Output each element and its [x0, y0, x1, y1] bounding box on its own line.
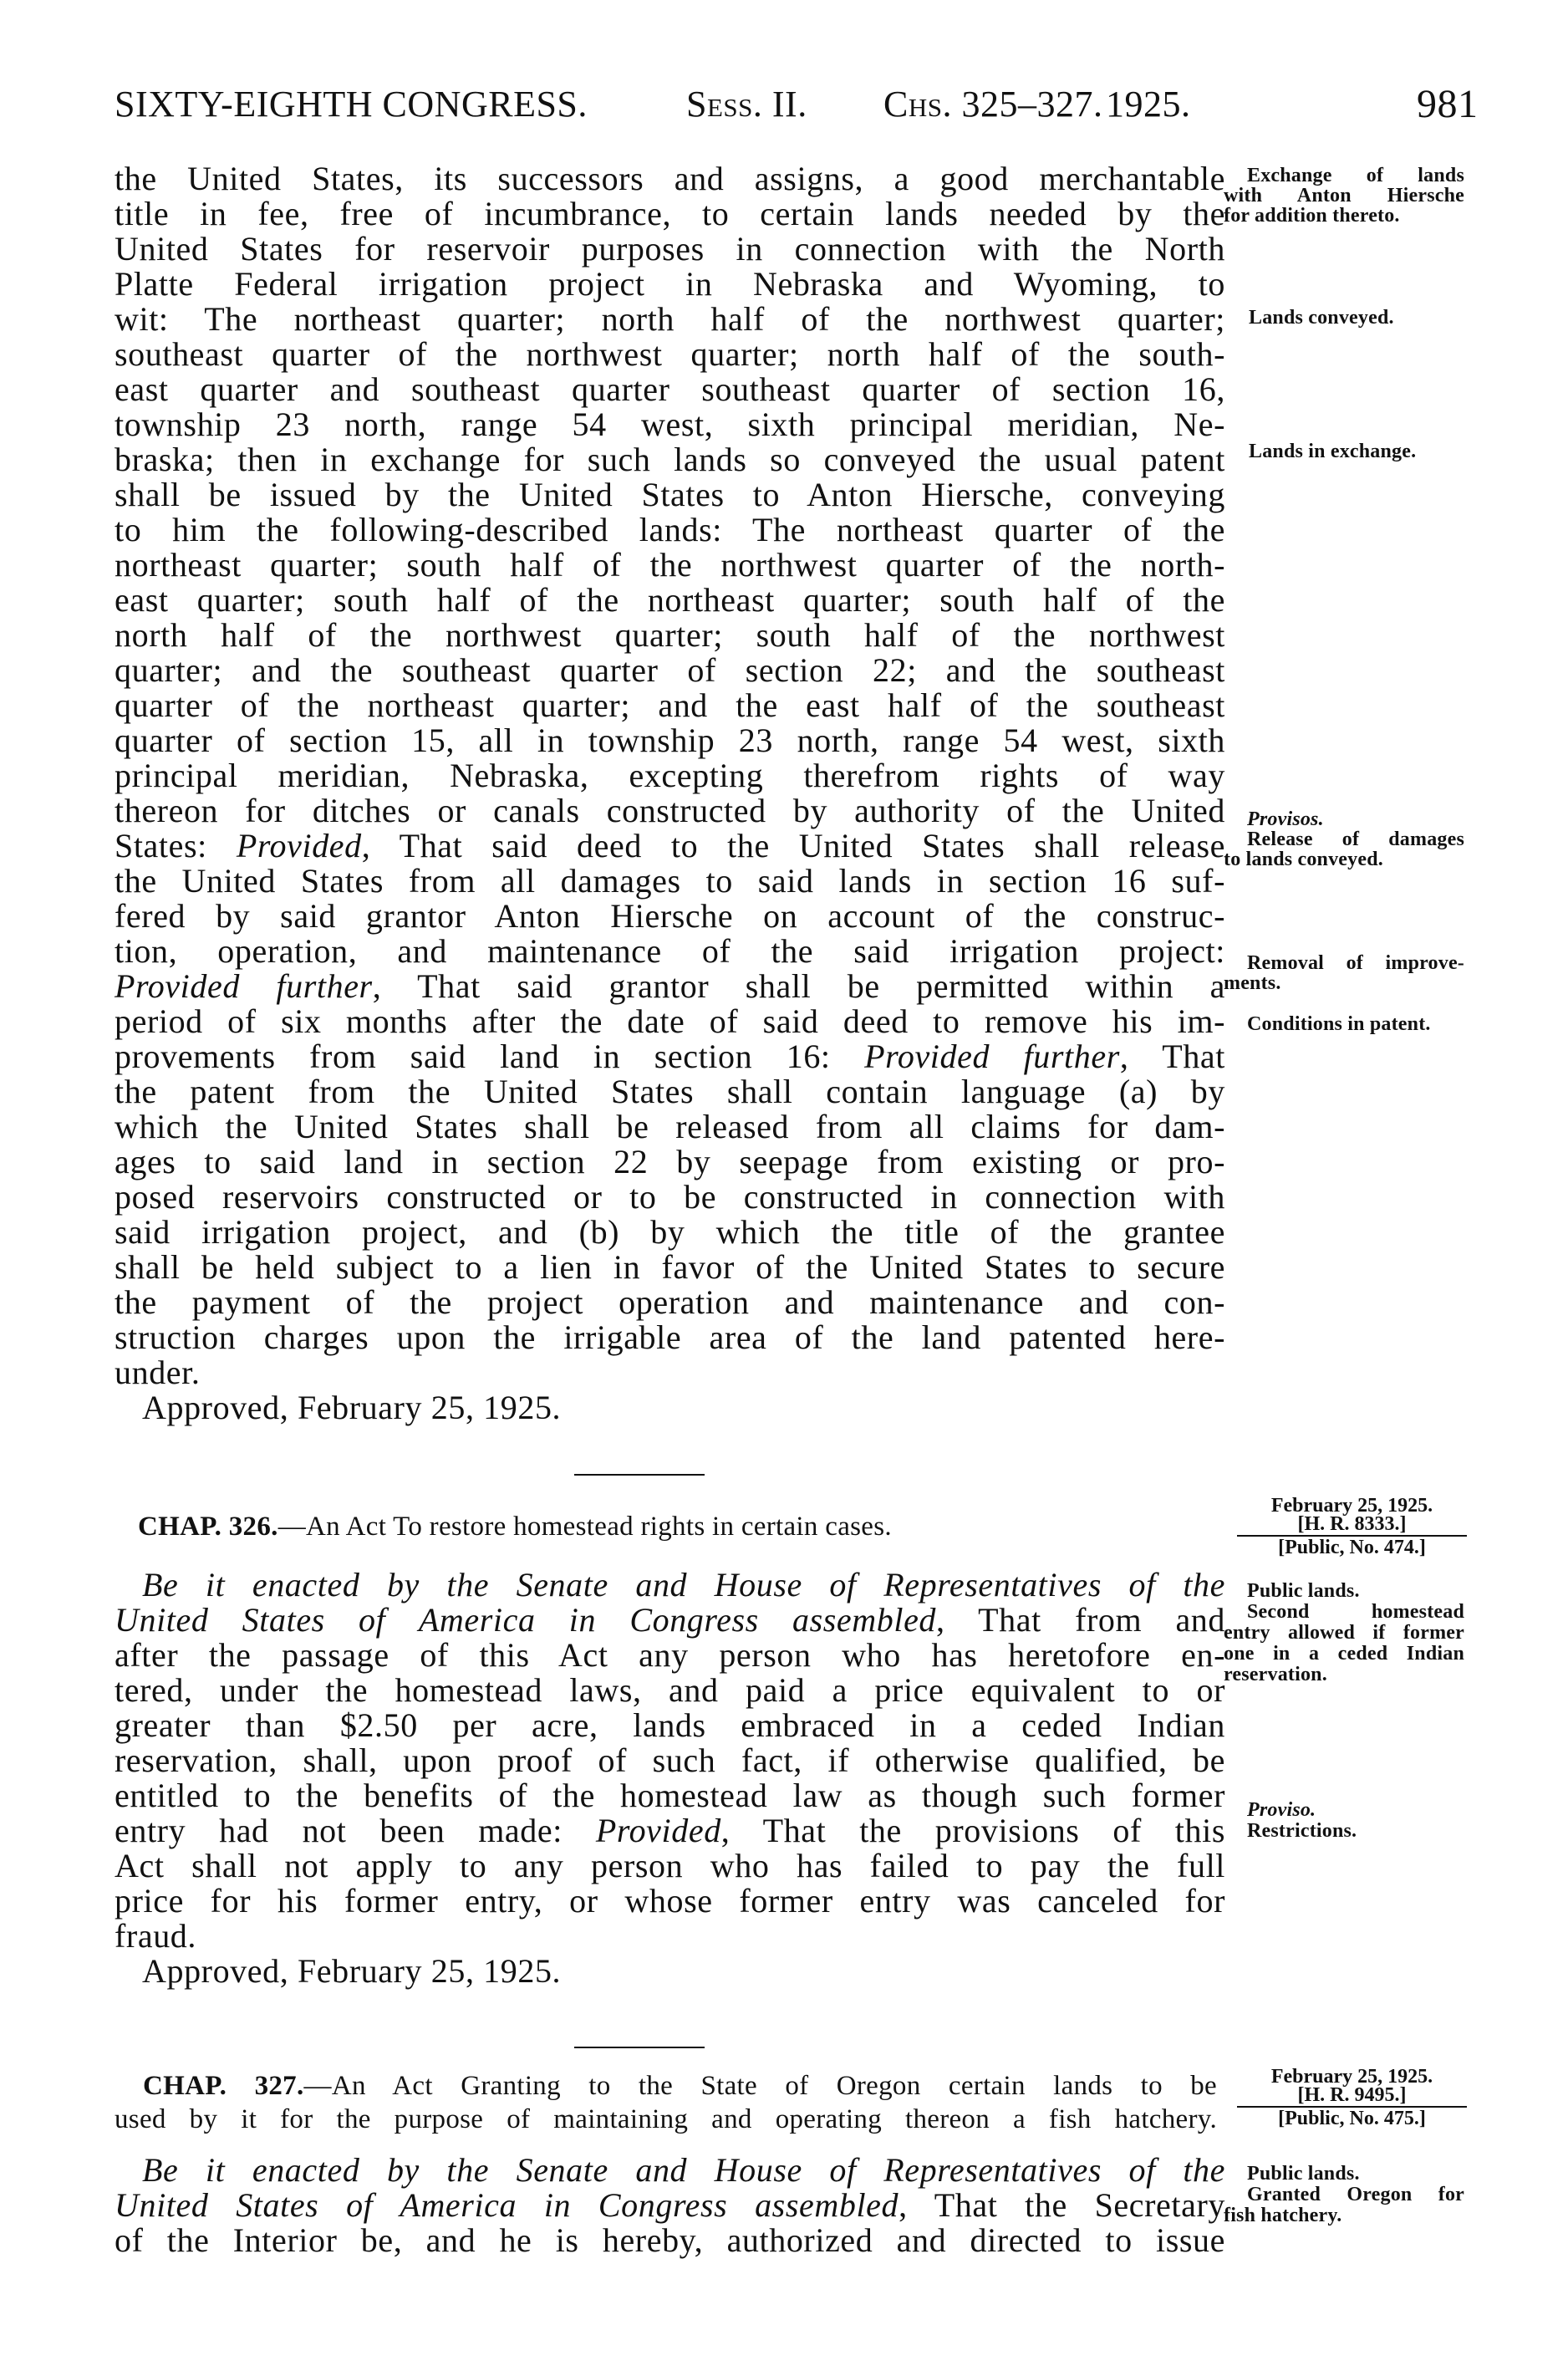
chapter-title-line: [138, 1510, 1087, 1543]
text-line: [115, 864, 1225, 899]
text-run: entry had not been made:: [115, 1812, 596, 1849]
text-run: fish hatchery.: [1224, 2204, 1342, 2226]
text-line: [115, 1673, 1225, 1708]
header-congress: SIXTY-EIGHTH CONGRESS.: [115, 84, 588, 125]
text-run: ages to said land in section 22 by seepage from existing or pro-: [115, 1143, 1225, 1180]
text-run: reservation.: [1224, 1663, 1327, 1685]
margin-note-line: [1224, 206, 1464, 226]
text-run: greater than $2.50 per acre, lands embraced in a ceded Indian: [115, 1706, 1225, 1744]
text-run: of the Interior be, and he is hereby, authorized and directed to issue: [115, 2221, 1225, 2259]
text-run: east quarter and southeast quarter southeast quarter of section 16,: [115, 370, 1225, 408]
text-run: Exchange of lands: [1247, 165, 1464, 186]
text-run: under.: [115, 1354, 201, 1391]
text-run: Conditions in patent.: [1247, 1013, 1431, 1035]
margin-note-line: [1224, 1665, 1464, 1685]
text-line: [115, 829, 1225, 864]
text-run: Restrictions.: [1247, 1819, 1357, 1842]
chapter-327-public-law: [Public, No. 475.]: [1278, 2108, 1426, 2129]
text-run: quarter of the northeast quarter; and the east half of the southeast: [115, 686, 1225, 724]
text-run: United States for reservoir purposes in connection with the North: [115, 230, 1225, 268]
text-run: northeast quarter; south half of the northwest quarter of the north-: [115, 546, 1225, 584]
text-line: [115, 1355, 1225, 1390]
text-run: States:: [115, 827, 237, 864]
text-run: , That the provisions of this: [720, 1812, 1225, 1849]
text-run: township 23 north, range 54 west, sixth principal meridian, Ne-: [115, 405, 1225, 443]
text-run: Public lands.: [1247, 2162, 1360, 2185]
text-run: price for his former entry, or whose former entry was canceled for: [115, 1882, 1225, 1920]
text-line: [115, 407, 1225, 442]
text-line: [115, 934, 1225, 969]
text-run: to him the following-described lands: The northeast quarter of the: [115, 511, 1225, 548]
text-run: entry allowed if former: [1224, 1621, 1464, 1644]
margin-note-line: [1247, 953, 1464, 973]
italic-text-run: Provided further: [115, 967, 373, 1005]
text-line: [115, 196, 1225, 232]
text-run: said irrigation project, and (b) by which the title of the grantee: [115, 1213, 1225, 1251]
text-run: north half of the northwest quarter; south half of the northwest: [115, 616, 1225, 654]
bold-text-run: CHAP. 326.: [138, 1512, 278, 1542]
section-divider: [574, 1474, 705, 1476]
text-run: which the United States shall be released from all claims for dam-: [115, 1108, 1225, 1145]
text-run: fered by said grantor Anton Hiersche on account of the construc-: [115, 897, 1225, 935]
text-line: [115, 442, 1225, 477]
italic-text-run: Be it enacted by the Senate and House of Representatives of the: [142, 2151, 1225, 2189]
bold-text-run: CHAP. 327.: [143, 2071, 304, 2101]
text-line: [115, 1109, 1225, 1145]
chapter-327-date: February 25, 1925.: [1270, 2066, 1433, 2088]
chapter-326-date: February 25, 1925.: [1270, 1495, 1433, 1517]
text-run: thereon for ditches or canals constructed by authority of the United: [115, 792, 1225, 829]
text-line: [115, 618, 1225, 653]
text-run: Granted Oregon for: [1247, 2183, 1464, 2205]
text-line: [115, 1285, 1225, 1320]
margin-note-line: [1247, 1602, 1464, 1623]
text-line: [115, 372, 1225, 407]
margin-note-line: [1224, 1623, 1464, 1644]
text-run: Act shall not apply to any person who has failed to pay the full: [115, 1847, 1225, 1884]
margin-note-line: [1247, 2164, 1464, 2185]
text-run: , That said grantor shall be permitted within a: [372, 967, 1225, 1005]
text-line: [115, 969, 1225, 1004]
text-run: posed reservoirs constructed or to be constructed in connection with: [115, 1178, 1225, 1216]
text-line: [115, 512, 1225, 548]
text-line: [115, 1884, 1225, 1919]
margin-note-line: [1247, 1821, 1464, 1842]
text-run: , That from and: [936, 1601, 1225, 1639]
italic-text-run: Be it enacted by the Senate and House of Representatives of the: [142, 1566, 1225, 1604]
text-run: shall be issued by the United States to Anton Hiersche, conveying: [115, 476, 1225, 513]
text-line: [115, 337, 1225, 372]
italic-text-run: United States of America in Congress assembled: [115, 1601, 937, 1639]
text-run: with Anton Hiersche: [1224, 185, 1464, 206]
margin-note-line: [1247, 1581, 1464, 1602]
section-divider: [574, 2047, 705, 2048]
chapter-327-bill: [H. R. 9495.]: [1297, 2084, 1407, 2106]
text-run: shall be held subject to a lien in favor of the United States to secure: [115, 1248, 1225, 1286]
text-line: [115, 302, 1225, 337]
text-run: title in fee, free of incumbrance, to certain lands needed by the: [115, 195, 1225, 232]
text-line: [115, 899, 1225, 934]
text-line: [115, 793, 1225, 829]
margin-note-line: [1247, 1800, 1464, 1821]
text-run: Second homestead: [1247, 1600, 1464, 1623]
text-run: the payment of the project operation and maintenance and con-: [115, 1283, 1225, 1321]
text-run: fraud.: [115, 1917, 196, 1955]
text-line: [115, 723, 1225, 758]
text-line: [115, 1603, 1225, 1638]
text-run: period of six months after the date of said deed to remove his im-: [115, 1002, 1225, 1040]
text-line: [115, 688, 1225, 723]
header-chapters: Chs. 325–327.: [883, 84, 1103, 125]
text-run: one in a ceded Indian: [1224, 1642, 1464, 1665]
text-run: Public lands.: [1247, 1579, 1360, 1602]
text-run: to lands conveyed.: [1224, 849, 1383, 870]
text-run: Release of damages: [1247, 829, 1464, 850]
text-run: Platte Federal irrigation project in Nebraska and Wyoming, to: [115, 265, 1225, 303]
text-line: [115, 758, 1225, 793]
text-line: [115, 267, 1225, 302]
italic-text-run: Provided: [236, 827, 362, 864]
text-line: [115, 477, 1225, 512]
text-run: , That said deed to the United States shall release: [361, 827, 1225, 864]
text-run: Lands in exchange.: [1249, 441, 1417, 462]
text-line: [115, 1848, 1225, 1884]
text-run: struction charges upon the irrigable area of the land patented here-: [115, 1318, 1225, 1356]
italic-text-run: Provided further: [864, 1038, 1120, 1075]
text-run: ments.: [1224, 972, 1281, 994]
text-line: [115, 653, 1225, 688]
text-run: , That the Secretary: [899, 2186, 1225, 2224]
margin-note-line: [1249, 441, 1464, 461]
text-line: [115, 583, 1225, 618]
text-line: [115, 1638, 1225, 1673]
text-run: provements from said land in section 16:: [115, 1038, 865, 1075]
chapter-title-line: [143, 2069, 1217, 2103]
text-line: [115, 1778, 1225, 1813]
text-line: [115, 1039, 1225, 1074]
text-line: [115, 1320, 1225, 1355]
text-line: [115, 232, 1225, 267]
text-run: for addition thereto.: [1224, 205, 1400, 227]
text-line: [115, 1145, 1225, 1180]
margin-note-line: [1247, 809, 1464, 829]
text-run: Lands conveyed.: [1249, 307, 1394, 329]
text-run: , That: [1119, 1038, 1225, 1075]
chapter-326-bill: [H. R. 8333.]: [1297, 1513, 1407, 1535]
header-session: Sess. II.: [686, 84, 807, 125]
text-line: [115, 1180, 1225, 1215]
margin-note-line: [1249, 308, 1464, 328]
chapter-326-approved: Approved, February 25, 1925.: [142, 1952, 562, 1990]
margin-note-line: [1247, 2185, 1464, 2205]
text-line: [115, 2188, 1225, 2223]
chapter-325-approved: Approved, February 25, 1925.: [142, 1389, 562, 1426]
margin-note-line: [1247, 829, 1464, 849]
chapter-326-public-law: [Public, No. 474.]: [1278, 1537, 1426, 1558]
text-line: [115, 1813, 1225, 1848]
margin-note-line: [1224, 973, 1464, 993]
text-run: tered, under the homestead laws, and paid a price equivalent to or: [115, 1671, 1225, 1709]
margin-note-line: [1224, 1644, 1464, 1665]
text-line: [142, 1568, 1225, 1603]
text-line: [115, 1250, 1225, 1285]
text-run: wit: The northeast quarter; north half of the northwest quarter;: [115, 300, 1225, 338]
margin-note-line: [1224, 186, 1464, 206]
margin-note-line: [1224, 2205, 1464, 2226]
text-run: Removal of improve-: [1247, 952, 1464, 974]
text-run: quarter of section 15, all in township 23 north, range 54 west, sixth: [115, 721, 1225, 759]
text-run: after the passage of this Act any person who has heretofore en-: [115, 1636, 1225, 1674]
text-line: [115, 1215, 1225, 1250]
text-run: quarter; and the southeast quarter of section 22; and the southeast: [115, 651, 1225, 689]
page-number: 981: [1417, 82, 1479, 126]
text-line: [142, 2153, 1225, 2188]
text-line: [115, 2223, 1225, 2258]
text-line: [115, 1919, 1225, 1954]
text-run: —An Act Granting to the State of Oregon certain lands to be: [303, 2071, 1218, 2101]
text-run: tion, operation, and maintenance of the said irrigation project:: [115, 932, 1225, 970]
text-run: —An Act To restore homestead rights in certain cases.: [277, 1512, 892, 1542]
margin-note-line: [1247, 1014, 1464, 1034]
text-line: [115, 548, 1225, 583]
margin-note-line: [1247, 166, 1464, 186]
chapter-title-line: [115, 2103, 1217, 2136]
text-run: the United States, its successors and assigns, a good merchantable: [115, 160, 1225, 197]
text-run: braska; then in exchange for such lands so conveyed the usual patent: [115, 441, 1225, 478]
text-run: the United States from all damages to said lands in section 16 suf-: [115, 862, 1225, 900]
text-line: [115, 1004, 1225, 1039]
text-run: reservation, shall, upon proof of such fact, if otherwise qualified, be: [115, 1741, 1225, 1779]
text-run: the patent from the United States shall contain language (a) by: [115, 1073, 1225, 1110]
text-line: [115, 1708, 1225, 1743]
text-line: [115, 161, 1225, 196]
text-run: principal meridian, Nebraska, excepting therefrom rights of way: [115, 757, 1225, 794]
italic-text-run: Provisos.: [1247, 808, 1324, 830]
header-year: 1925.: [1106, 84, 1191, 125]
text-run: entitled to the benefits of the homestead law as though such former: [115, 1777, 1225, 1814]
margin-note-line: [1224, 849, 1464, 869]
italic-text-run: Provided: [595, 1812, 721, 1849]
text-run: used by it for the purpose of maintaining and operating thereon a fish hatchery.: [115, 2104, 1217, 2134]
italic-text-run: Proviso.: [1247, 1798, 1316, 1821]
text-run: southeast quarter of the northwest quarter; north half of the south-: [115, 335, 1225, 373]
text-run: east quarter; south half of the northeast quarter; south half of the: [115, 581, 1225, 619]
text-line: [115, 1743, 1225, 1778]
italic-text-run: United States of America in Congress assembled: [115, 2186, 899, 2224]
text-line: [115, 1074, 1225, 1109]
